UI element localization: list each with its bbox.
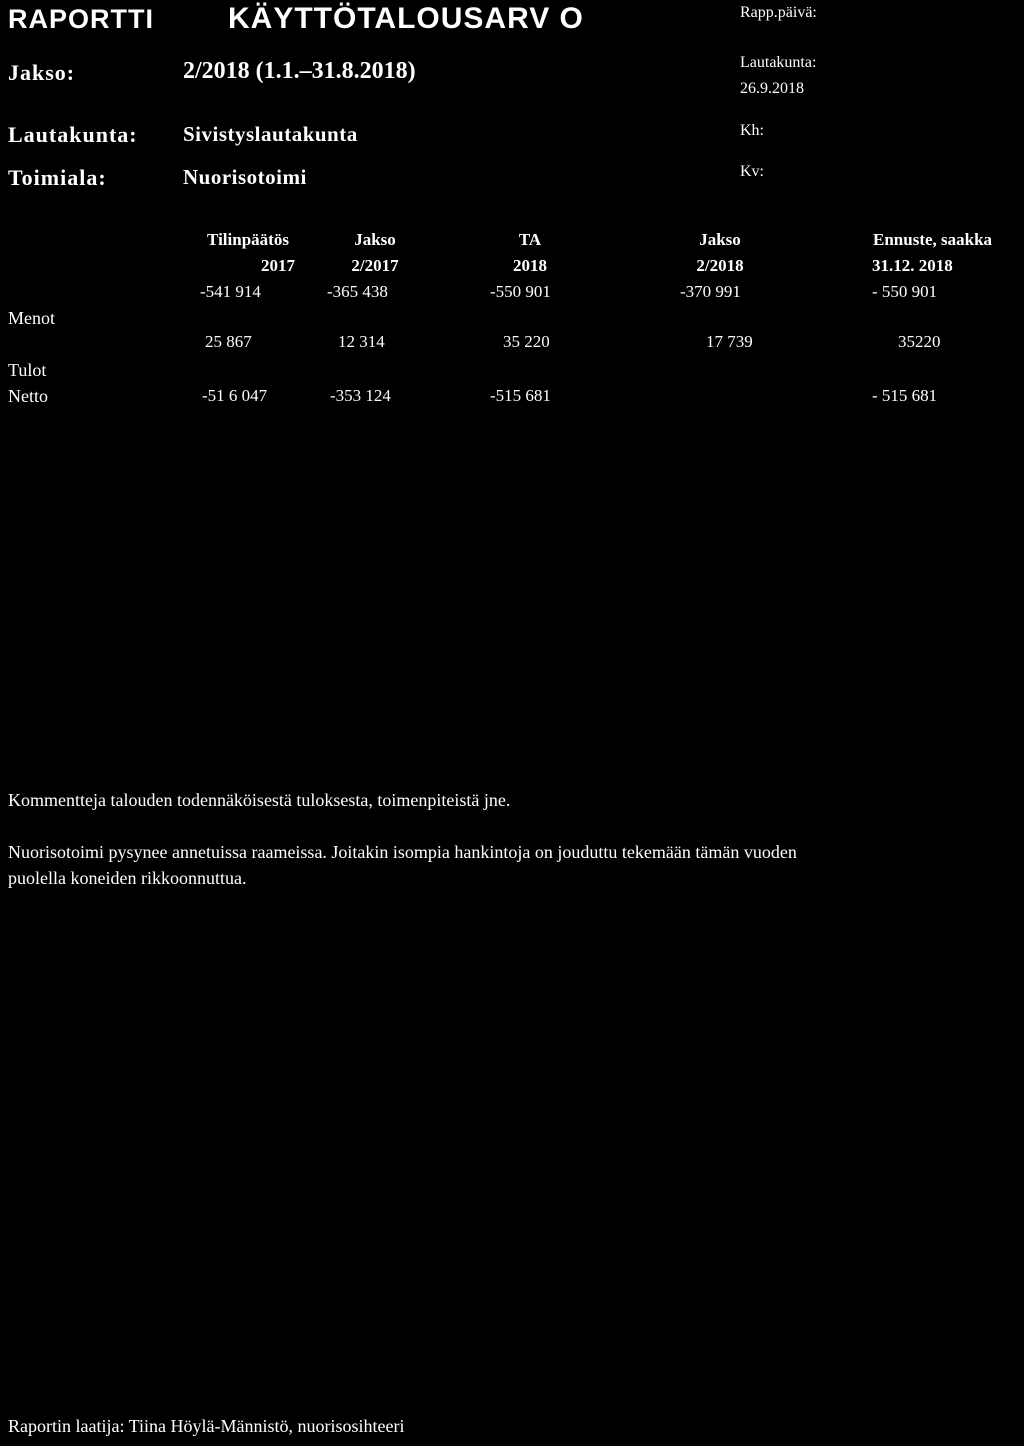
column-header-line2: 31.12. 2018 [872,256,953,275]
table-cell: -550 901 [490,282,551,301]
report-label: RAPORTTI [8,4,154,34]
column-header-jakso-2018 [660,230,780,276]
table-cell: 25 867 [205,332,252,351]
board-meeting-label: Lautakunta: [740,54,817,71]
column-header-jakso-2017 [315,230,435,276]
column-header-forecast [860,230,1024,276]
board-value: Sivistyslautakunta [183,122,358,146]
table-cell: -515 681 [490,386,551,405]
column-header-line2: 2/2017 [351,256,399,275]
comments-line-1: Nuorisotoimi pysynee annetuissa raameissa. Joitakin isompia hankintoja on jouduttu tekemään tämän vuoden [8,842,797,862]
report-author: Raportin laatija: Tiina Höylä-Männistö, nuorisosihteeri [8,1416,405,1436]
column-header-line2: 2/2018 [696,256,744,275]
comments-line-2: puolella koneiden rikkoonnuttua. [8,868,247,888]
column-header-line1: Ennuste, saakka [873,230,993,249]
table-cell: 35220 [898,332,941,351]
sector-value: Nuorisotoimi [183,165,307,189]
period-label: Jakso: [8,60,76,85]
table-cell: - 515 681 [872,386,938,405]
column-header-line1: TA [518,230,542,249]
column-header-ta-2018 [475,230,585,276]
column-header-line2: 2018 [513,256,547,275]
table-cell: 12 314 [338,332,385,351]
board-label: Lautakunta: [8,122,138,147]
report-date-label: Rapp.päivä: [740,4,817,21]
column-header-line2: 2017 [261,256,295,275]
row-label-income: Tulot [8,360,47,380]
sector-label: Toimiala: [8,165,107,190]
kv-label: Kv: [740,163,764,180]
row-label-net: Netto [8,386,48,406]
board-meeting-date: 26.9.2018 [740,80,804,97]
table-cell: 17 739 [706,332,753,351]
kh-label: Kh: [740,122,764,139]
table-cell: -370 991 [680,282,741,301]
table-cell: -541 914 [200,282,261,301]
table-cell: - 550 901 [872,282,938,301]
column-header-tilinpaatos [178,230,318,276]
column-header-line1: Jakso [354,230,396,249]
column-header-line1: Tilinpäätös [207,230,289,249]
period-value: 2/2018 (1.1.–31.8.2018) [183,58,416,84]
row-label-expenses: Menot [8,308,55,328]
table-cell: -353 124 [330,386,391,405]
column-header-line1: Jakso [699,230,741,249]
table-cell: -365 438 [327,282,388,301]
table-cell: -51 6 047 [202,386,268,405]
table-cell: 35 220 [503,332,550,351]
report-title: KÄYTTÖTALOUSARV O [228,2,584,35]
comments-heading: Kommentteja talouden todennäköisestä tuloksesta, toimenpiteistä jne. [8,790,511,810]
